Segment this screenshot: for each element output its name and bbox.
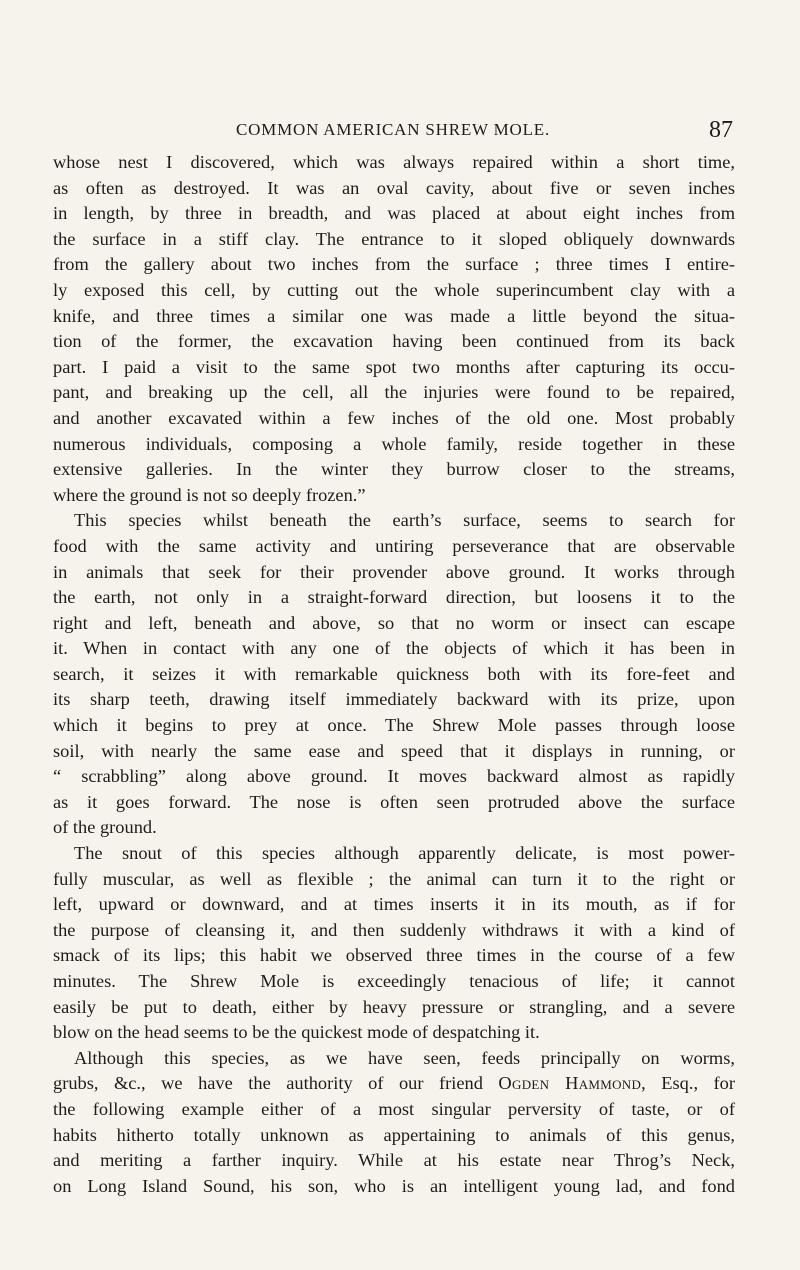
text-line: as it goes forward. The nose is often seen protruded above the surface — [53, 791, 735, 812]
text-line: whose nest I discovered, which was always repaired within a short time, — [53, 152, 735, 172]
text-line: and meriting a farther inquiry. While at his estate near Throg’s Neck, — [53, 1150, 735, 1171]
text-line: This species whilst beneath the earth’s surface, seems to search for — [74, 510, 735, 531]
text-line: numerous individuals, composing a whole family, reside together in these — [53, 433, 735, 454]
text-line: tion of the former, the excavation having been continued from its back — [53, 331, 735, 352]
text-line: ly exposed this cell, by cutting out the whole superincumbent clay with a — [53, 279, 735, 300]
text-line: in animals that seek for their provender above ground. It works through — [53, 561, 735, 582]
text-line: its sharp teeth, drawing itself immediately backward with its prize, upon — [53, 689, 735, 710]
text-line: minutes. The Shrew Mole is exceedingly tenacious of life; it cannot — [53, 971, 735, 991]
text-line: “ scrabbling” along above ground. It moves backward almost as rapidly — [53, 766, 735, 787]
text-line: the following example either of a most singular perversity of taste, or of — [53, 1098, 735, 1119]
text-line: which it begins to prey at once. The Shrew Mole passes through loose — [53, 715, 735, 736]
text-line: left, upward or downward, and at times inserts it in its mouth, as if for — [53, 894, 735, 915]
text-line: the earth, not only in a straight-forward direction, but loosens it to the — [53, 587, 735, 608]
text-line: smack of its lips; this habit we observed three times in the course of a few — [53, 945, 735, 966]
text-line: search, it seizes it with remarkable quickness both with its fore-feet and — [53, 663, 735, 684]
text-line: soil, with nearly the same ease and speed that it displays in running, or — [53, 740, 735, 761]
paragraph-4 — [53, 1046, 735, 1200]
text-line: easily be put to death, either by heavy pressure or strangling, and a severe — [53, 996, 735, 1017]
text-line: in length, by three in breadth, and was placed at about eight inches from — [53, 203, 735, 224]
text-line: from the gallery about two inches from the surface ; three times I entire- — [53, 254, 735, 275]
text-fragment: grubs, &c., we have the authority of our friend — [53, 1073, 499, 1094]
text-line: where the ground is not so deeply frozen.” — [53, 484, 366, 505]
text-line: blow on the head seems to be the quickest mode of despatching it. — [53, 1022, 540, 1043]
text-line: The snout of this species although apparently delicate, is most power- — [74, 843, 735, 864]
text-line: it. When in contact with any one of the objects of which it has been in — [53, 638, 735, 659]
text-line: the surface in a stiff clay. The entrance to it sloped obliquely downwards — [53, 228, 735, 249]
text-line: habits hitherto totally unknown as appertaining to animals of this genus, — [53, 1124, 735, 1145]
paragraph-2 — [53, 508, 735, 841]
running-title: COMMON AMERICAN SHREW MOLE. — [235, 120, 551, 139]
text-line: of the ground. — [53, 817, 157, 838]
text-line: Although this species, as we have seen, feeds principally on worms, — [74, 1047, 735, 1068]
text-line: right and left, beneath and above, so that no worm or insect can escape — [53, 612, 735, 633]
running-head — [53, 117, 733, 143]
person-name-small-caps: Ogden Hammond — [498, 1073, 642, 1094]
text-line-with-small-caps — [53, 1071, 735, 1097]
text-line: fully muscular, as well as flexible ; the animal can turn it to the right or — [53, 868, 735, 889]
text-line: part. I paid a visit to the same spot two months after capturing its occu- — [53, 356, 735, 377]
text-line: the purpose of cleansing it, and then suddenly withdraws it with a kind of — [53, 919, 735, 940]
text-line: on Long Island Sound, his son, who is an intelligent young lad, and fond — [53, 1175, 735, 1196]
paragraph-1 — [53, 150, 735, 508]
body-text — [53, 150, 735, 1199]
text-line: and another excavated within a few inches of the old one. Most probably — [53, 407, 735, 428]
text-line: food with the same activity and untiring perseverance that are observable — [53, 535, 735, 556]
text-line: pant, and breaking up the cell, all the injuries were found to be repaired, — [53, 382, 735, 403]
text-line: knife, and three times a similar one was made a little beyond the situa- — [53, 305, 735, 326]
paragraph-3 — [53, 841, 735, 1046]
text-fragment: , Esq., for — [641, 1073, 735, 1094]
text-line: extensive galleries. In the winter they burrow closer to the streams, — [53, 459, 735, 480]
page-number: 87 — [709, 117, 733, 143]
text-line: as often as destroyed. It was an oval cavity, about five or seven inches — [53, 177, 735, 198]
